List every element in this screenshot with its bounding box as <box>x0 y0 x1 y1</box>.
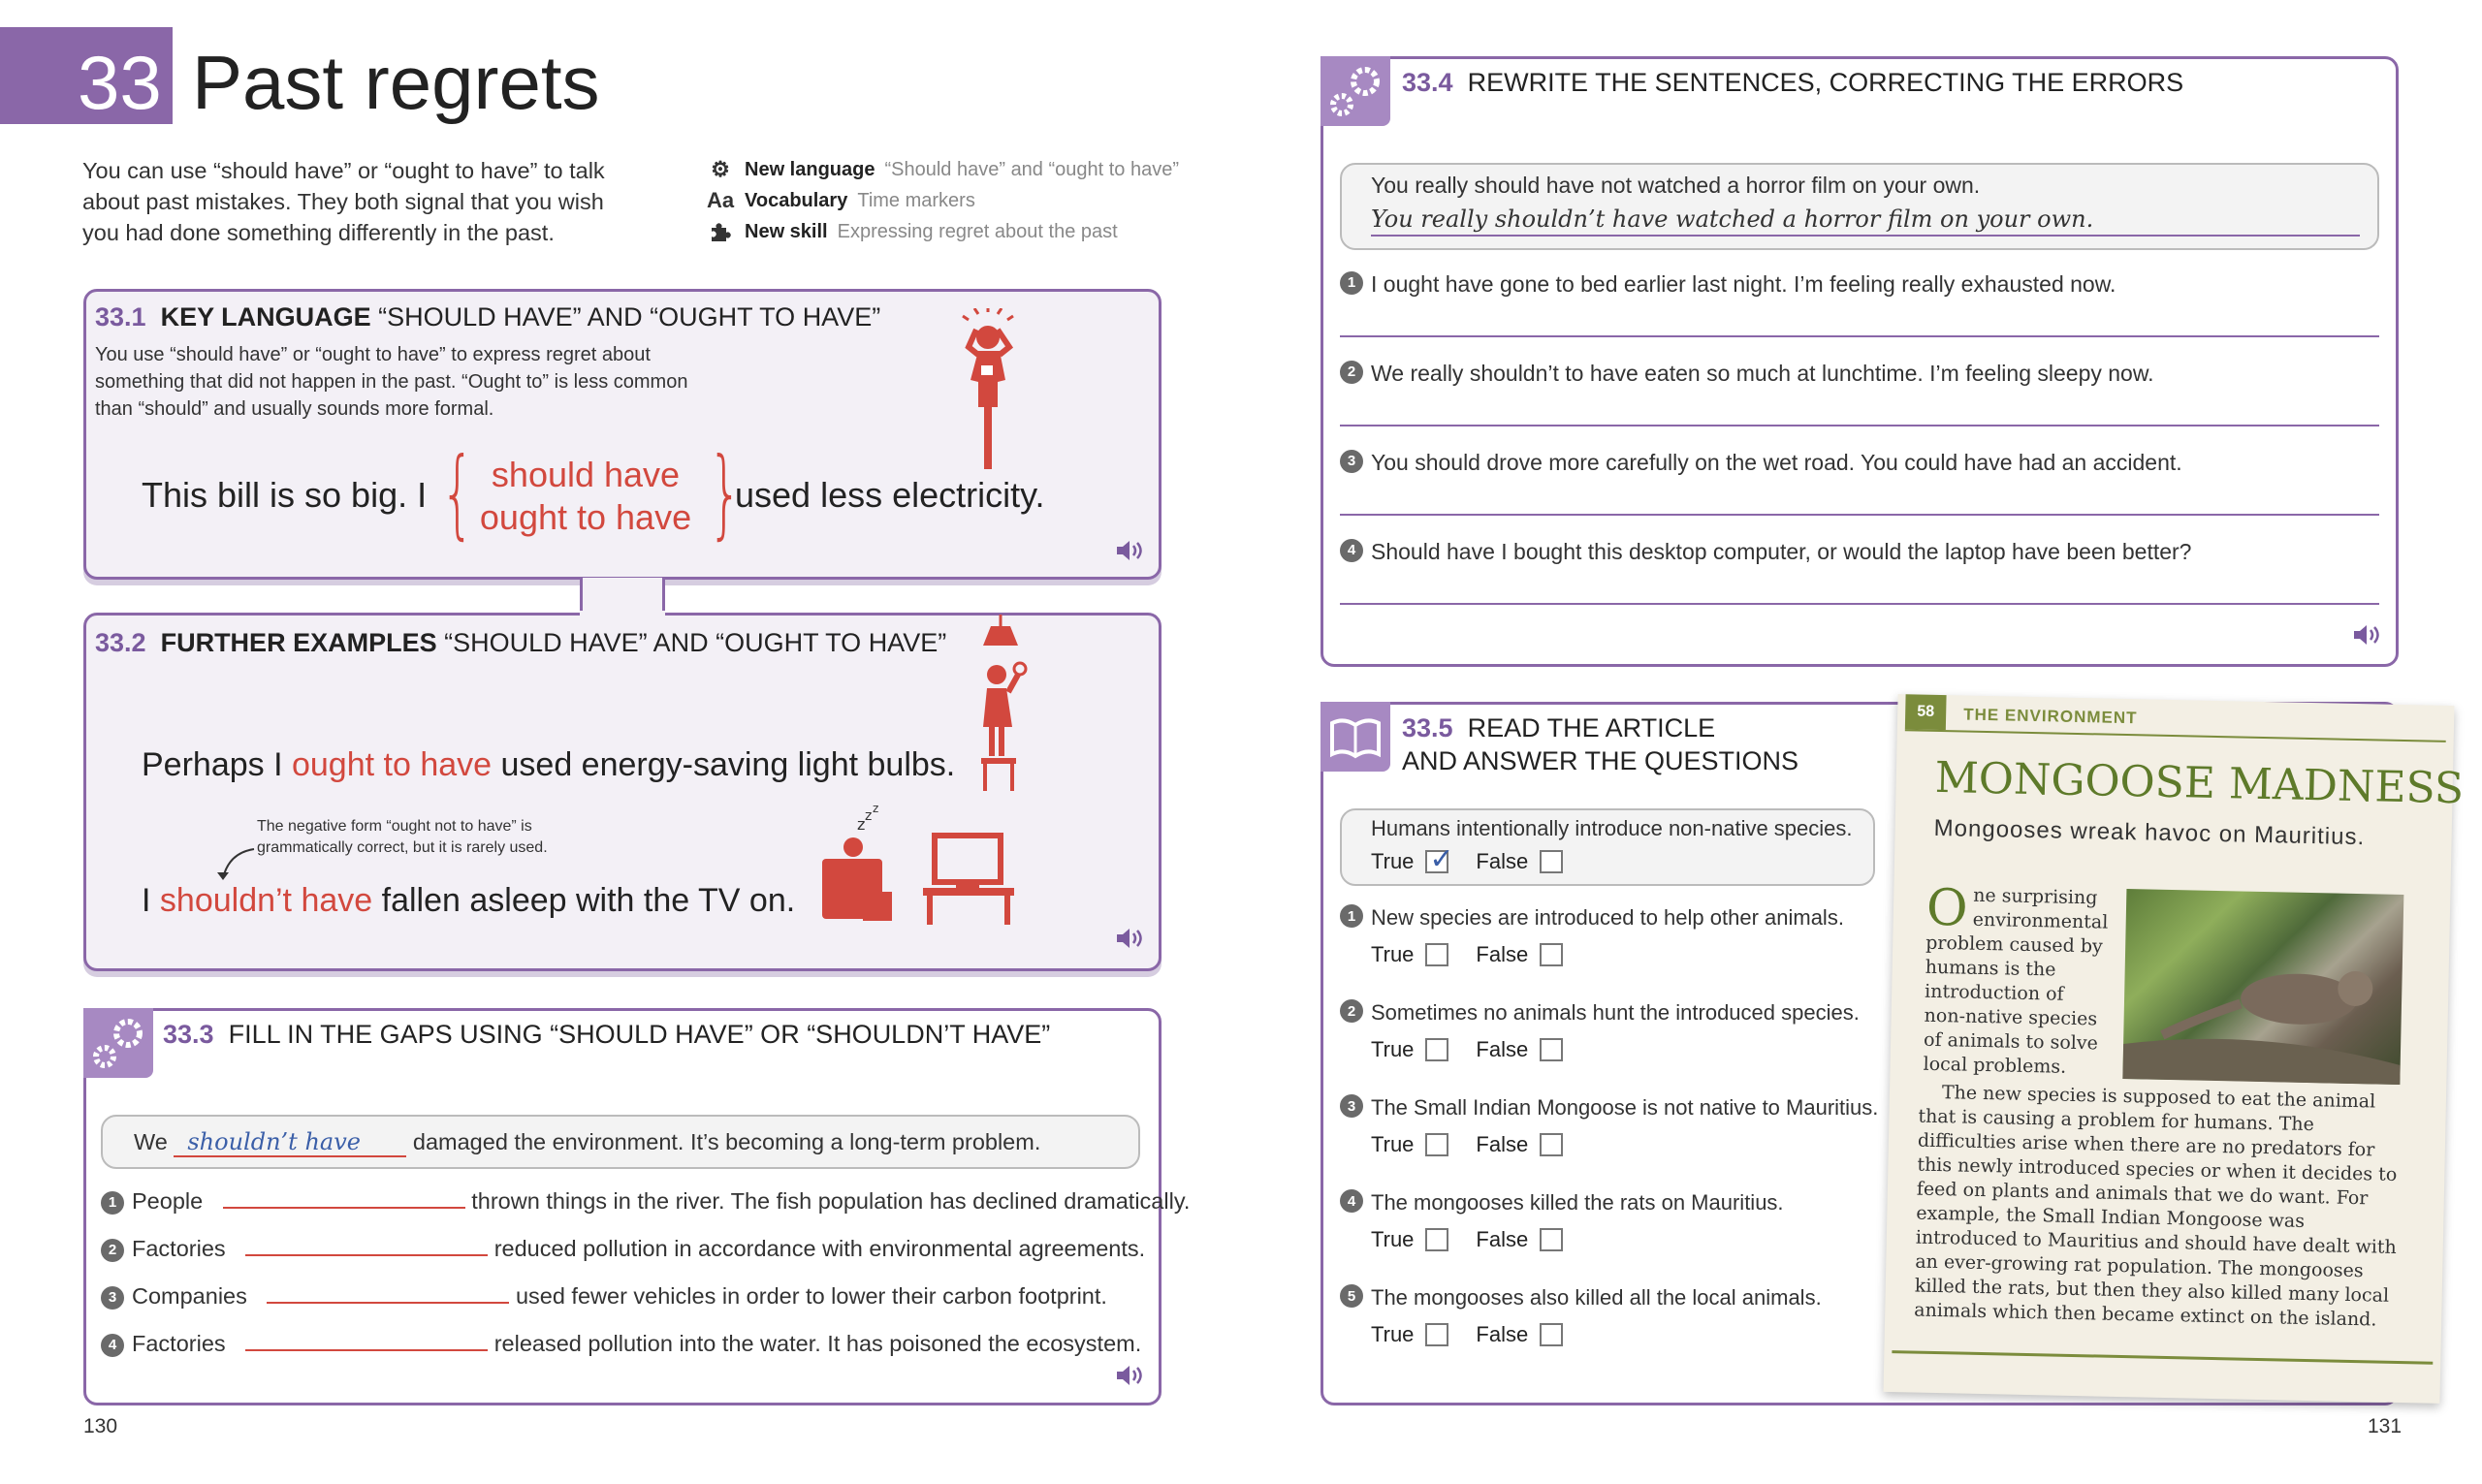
mongoose-photo <box>2122 889 2403 1085</box>
section-33-1-title: 33.1 KEY LANGUAGE “SHOULD HAVE” AND “OUGHT TO HAVE” <box>95 302 881 332</box>
example-sentence: We shouldn’t have damaged the environment. It’s becoming a long-term problem. <box>134 1128 1041 1155</box>
section-33-5-title: 33.5 READ THE ARTICLE AND ANSWER THE QUESTIONS <box>1402 713 1799 775</box>
article-col-line-7: local problems. <box>1923 1053 2067 1078</box>
rewrite-item-4: 4 Should have I bought this desktop computer, or would the laptop have been better? <box>1340 539 2191 565</box>
brace-left: { <box>440 436 475 550</box>
article-col-line-0: ne surprising <box>1973 884 2098 909</box>
example-2: I shouldn’t have fallen asleep with the TV on. <box>142 882 796 919</box>
gap-item-1: 1 People thrown things in the river. The fish population has declined dramatically. <box>101 1188 1190 1216</box>
article-paragraph-2: The new species is supposed to eat the animal that is causing a problem for humans. The difficulties arise when there are no predators for this newly introduced species or when it decides to feed on plants and animals that we do want. For example, the Small Indian Mongoose was introduced to Mauritius and should have dealt with an ever-growing rat population. The mongooses killed the rats, but then they also killed many local animals which then became extinct on the island. <box>1914 1082 2398 1331</box>
false-checkbox[interactable] <box>1540 1133 1563 1156</box>
article-col-line-1: environmental <box>1972 908 2109 933</box>
false-checkbox[interactable] <box>1540 1323 1563 1346</box>
false-checkbox[interactable] <box>1540 943 1563 966</box>
svg-text:z: z <box>857 815 866 834</box>
audio-icon[interactable] <box>1115 538 1144 563</box>
false-checkbox[interactable] <box>1540 1228 1563 1251</box>
question-5: 5 The mongooses also killed all the local animals. <box>1340 1285 1822 1310</box>
question-1: 1 New species are introduced to help other animals. <box>1340 905 1844 931</box>
brace-right: } <box>708 436 743 550</box>
false-checkbox[interactable] <box>1540 850 1563 873</box>
svg-text:z: z <box>873 805 879 815</box>
puzzle-icon <box>706 219 735 244</box>
gears-icon <box>83 1008 153 1078</box>
section-33-3-title: 33.3 FILL IN THE GAPS USING “SHOULD HAVE” OR “SHOULDN’T HAVE” <box>163 1020 1051 1049</box>
mongoose-image <box>2122 889 2403 1085</box>
true-checkbox[interactable] <box>1425 1323 1448 1346</box>
rewrite-item-2: 2 We really shouldn’t to have eaten so much at lunchtime. I’m feeling sleepy now. <box>1340 361 2154 387</box>
intro-text: You can use “should have” or “ought to have” to talk about past mistakes. They both signal that you wish you had done something differently in the past. <box>82 158 605 245</box>
gap-item-4: 4 Factories released pollution into the water. It has poisoned the ecosystem. <box>101 1331 1141 1359</box>
rewrite-item-1: 1 I ought have gone to bed earlier last night. I’m feeling really exhausted now. <box>1340 271 2116 298</box>
option-should-have: should have <box>491 455 681 494</box>
example-answer: shouldn’t have <box>174 1128 406 1157</box>
svg-text:z: z <box>865 808 873 824</box>
gap-input-4[interactable] <box>245 1349 488 1351</box>
answer-2: True False <box>1371 1037 1590 1062</box>
article-section: THE ENVIRONMENT <box>1962 705 2138 728</box>
article-col-line-2: problem caused by <box>1925 931 2103 958</box>
gap-input-3[interactable] <box>267 1302 509 1304</box>
section-33-2-title: 33.2 FURTHER EXAMPLES “SHOULD HAVE” AND “OUGHT TO HAVE” <box>95 628 947 657</box>
gap-item-2: 2 Factories reduced pollution in accordance with environmental agreements. <box>101 1236 1145 1264</box>
example-answer: You really shouldn’t have watched a horror film on your own. <box>1371 205 2094 233</box>
question-4: 4 The mongooses killed the rats on Mauritius. <box>1340 1190 1784 1216</box>
example-post: used less electricity. <box>735 475 1045 515</box>
gear-tab <box>1321 56 1390 126</box>
true-checkbox[interactable] <box>1425 1228 1448 1251</box>
aa-icon: Aa <box>706 188 735 212</box>
example-1: Perhaps I ought to have used energy-saving light bulbs. <box>142 746 956 783</box>
article-page-number: 58 <box>1905 694 1947 730</box>
regret-figure-icon <box>955 308 1023 473</box>
article-dropcap: O <box>1925 878 1969 938</box>
section-33-4-title: 33.4 REWRITE THE SENTENCES, CORRECTING THE ERRORS <box>1402 68 2184 97</box>
article-headline: MONGOOSE MADNESS <box>1934 752 2465 814</box>
unit-number: 33 <box>78 40 162 125</box>
article-col-line-3: humans is the <box>1925 956 2056 981</box>
article-col-line-5: non-native species <box>1924 1004 2098 1030</box>
audio-icon[interactable] <box>1115 926 1144 951</box>
book-tab <box>1321 702 1390 772</box>
meta-new-language: ⚙ New language “Should have” and “ought to have” <box>706 157 1179 182</box>
lightbulb-figure-icon <box>970 615 1037 799</box>
sleeping-tv-icon <box>814 805 1028 931</box>
meta-new-skill: New skill Expressing regret about the past <box>706 219 1118 244</box>
true-checkbox[interactable] <box>1425 1133 1448 1156</box>
rewrite-item-3: 3 You should drove more carefully on the wet road. You could have had an accident. <box>1340 450 2182 476</box>
page-number-left: 130 <box>83 1415 118 1437</box>
audio-icon[interactable] <box>1115 1363 1144 1388</box>
gears-icon <box>1321 56 1390 126</box>
answer-3: True False <box>1371 1132 1590 1157</box>
article-col-line-4: introduction of <box>1924 980 2064 1005</box>
note-arrow-icon <box>215 845 258 884</box>
audio-icon[interactable] <box>2352 622 2381 647</box>
answer-1: True False <box>1371 942 1590 967</box>
meta-vocabulary: Aa Vocabulary Time markers <box>706 188 975 212</box>
note-text: The negative form “ought not to have” is grammatically correct, but it is rarely used. <box>257 818 548 856</box>
answer-line-3[interactable] <box>1340 514 2379 516</box>
example-question: You really should have not watched a horror film on your own. <box>1371 173 1981 198</box>
answer-line-1[interactable] <box>1340 335 2379 337</box>
option-list <box>471 454 700 539</box>
unit-title: Past regrets <box>192 40 600 125</box>
gear-icon: ⚙ <box>711 157 730 181</box>
answer-line-4[interactable] <box>1340 603 2379 605</box>
answer-4: True False <box>1371 1227 1590 1252</box>
question-2: 2 Sometimes no animals hunt the introduced species. <box>1340 1000 1860 1026</box>
gear-tab <box>83 1008 153 1078</box>
article-col-line-6: of animals to solve <box>1923 1028 2099 1055</box>
true-checkbox[interactable] <box>1425 850 1448 873</box>
section-33-1-text: You use “should have” or “ought to have” to express regret about something that did not happen in the past. “Ought to” is less common than “should” and usually sounds more formal. <box>95 344 688 420</box>
question-3: 3 The Small Indian Mongoose is not native to Mauritius. <box>1340 1095 1878 1121</box>
gap-input-1[interactable] <box>223 1207 465 1209</box>
answer-5: True False <box>1371 1322 1590 1347</box>
page-number-right: 131 <box>2368 1415 2402 1437</box>
gap-item-3: 3 Companies used fewer vehicles in order to lower their carbon footprint. <box>101 1283 1107 1311</box>
true-checkbox[interactable] <box>1425 943 1448 966</box>
book-icon <box>1321 702 1390 772</box>
false-checkbox[interactable] <box>1540 1038 1563 1061</box>
true-checkbox[interactable] <box>1425 1038 1448 1061</box>
example-true-false: True ✓ False <box>1371 849 1590 874</box>
example-question: Humans intentionally introduce non-native species. <box>1371 816 1853 840</box>
article-subheadline: Mongooses wreak havoc on Mauritius. <box>1933 814 2366 851</box>
answer-line-2[interactable] <box>1340 425 2379 426</box>
example-pre: This bill is so big. I <box>142 475 428 515</box>
gap-input-2[interactable] <box>245 1254 488 1256</box>
option-ought-to-have: ought to have <box>479 497 692 537</box>
article-clipping <box>1884 694 2465 1404</box>
